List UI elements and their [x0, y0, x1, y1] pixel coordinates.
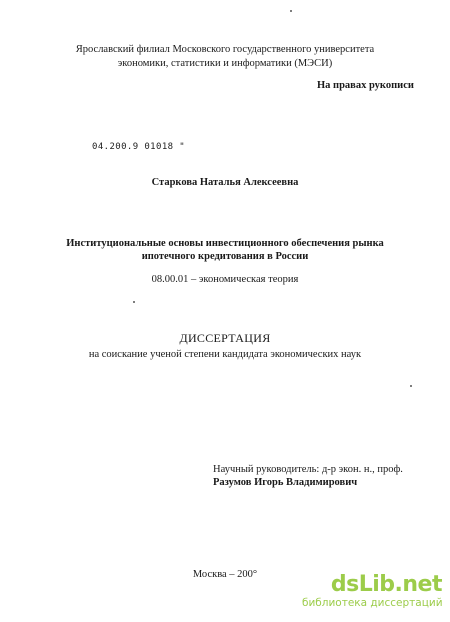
supervisor-role: Научный руководитель: д-р экон. н., проф.	[213, 464, 403, 475]
watermark-logo: dsLib.net	[330, 572, 442, 597]
specialty-code: 08.00.01 – экономическая теория	[151, 274, 299, 285]
supervisor-name: Разумов Игорь Владимирович	[213, 477, 358, 488]
degree-line: на соискание ученой степени кандидата экономических наук	[88, 349, 362, 360]
scan-speck	[133, 301, 135, 303]
institution-line-1: Ярославский филиал Московского государственного университета	[75, 44, 375, 55]
document-type: ДИССЕРТАЦИЯ	[179, 331, 271, 345]
scan-speck	[290, 10, 292, 12]
author-name: Старкова Наталья Алексеевна	[151, 177, 299, 188]
scan-speck	[410, 385, 412, 387]
city-year: Москва – 200°	[192, 569, 258, 580]
thesis-title-line-1: Институциональные основы инвестиционного обеспечения рынка	[66, 238, 384, 249]
thesis-title-line-2: ипотечного кредитования в России	[141, 251, 309, 262]
manuscript-rights-label: На правах рукописи	[317, 80, 414, 91]
site-watermark	[302, 573, 442, 610]
watermark-subtitle: библиотека диссертаций	[302, 597, 443, 609]
institution-line-2: экономики, статистики и информатики (МЭСИ)	[117, 58, 333, 69]
registration-code: 04.200.9 01018 "	[92, 142, 186, 152]
